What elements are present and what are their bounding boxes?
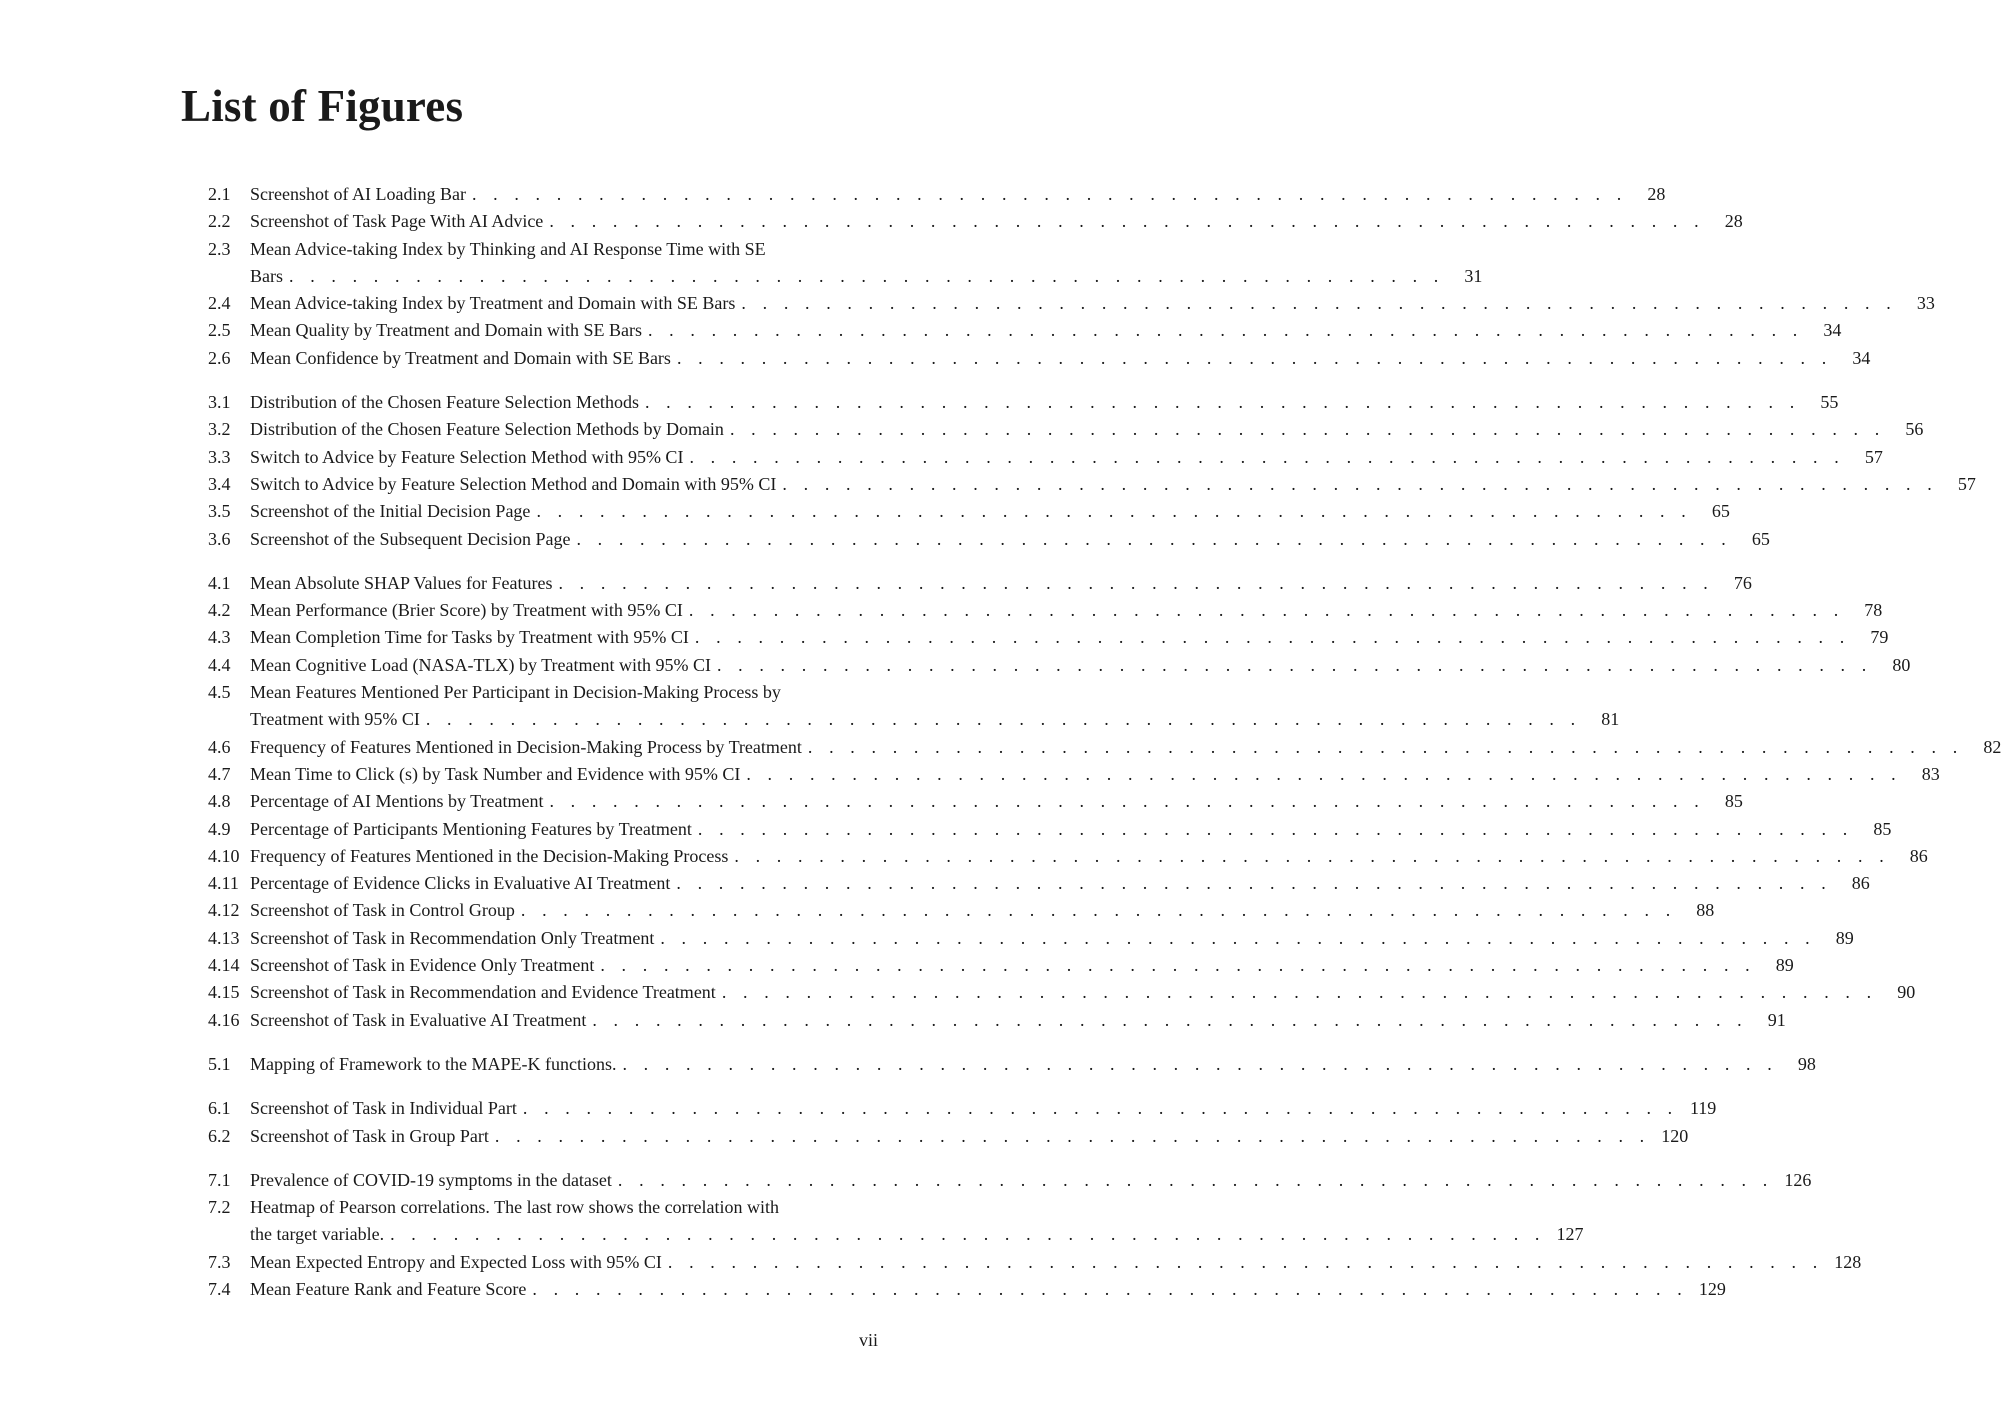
- dot-leader: [671, 345, 1832, 372]
- figure-entry[interactable]: [208, 788, 1743, 815]
- dot-leader: [526, 1276, 1687, 1303]
- figure-entry[interactable]: [208, 526, 1770, 553]
- dot-leader: [654, 925, 1815, 952]
- dot-leader: [517, 1095, 1678, 1122]
- figure-entry[interactable]: [208, 652, 1911, 679]
- figure-caption: Mean Performance (Brier Score) by Treatment with 95% CI: [250, 600, 683, 621]
- figure-caption: Bars: [250, 265, 283, 286]
- dot-leader: [776, 471, 1937, 498]
- figure-page-number: 88: [1696, 900, 1715, 921]
- figure-page-number: 65: [1751, 528, 1770, 549]
- dot-leader: [728, 843, 1889, 870]
- figure-number: 6.1: [208, 1098, 231, 1119]
- figure-number: 4.11: [208, 873, 239, 894]
- figure-number: 7.3: [208, 1251, 231, 1272]
- figure-number: 4.16: [208, 1009, 240, 1030]
- figure-number: 2.4: [208, 293, 231, 314]
- figure-number: 4.6: [208, 736, 231, 757]
- figure-number: 4.15: [208, 982, 240, 1003]
- figure-entry[interactable]: [208, 498, 1730, 525]
- figure-page-number: 28: [1724, 211, 1743, 232]
- figure-caption: Switch to Advice by Feature Selection Method with 95% CI: [250, 446, 684, 467]
- dot-leader: [740, 761, 1901, 788]
- figure-number: 6.2: [208, 1125, 231, 1146]
- list-of-figures: [208, 181, 2001, 1320]
- figure-page-number: 80: [1892, 654, 1911, 675]
- figure-page-number: 78: [1864, 600, 1883, 621]
- figure-number: 5.1: [208, 1053, 231, 1074]
- figure-page-number: 79: [1870, 627, 1889, 648]
- figure-page-number: 31: [1464, 265, 1483, 286]
- dot-leader: [802, 734, 1963, 761]
- figure-page-number: 89: [1835, 927, 1854, 948]
- figure-group: [208, 1051, 1816, 1078]
- figure-entry[interactable]: [208, 1249, 1862, 1276]
- figure-caption: Mean Cognitive Load (NASA-TLX) by Treatment with 95% CI: [250, 654, 711, 675]
- figure-entry[interactable]: [208, 925, 1854, 952]
- figure-page-number: 83: [1921, 763, 1940, 784]
- figure-page-number: 91: [1767, 1009, 1786, 1030]
- figure-caption: Heatmap of Pearson correlations. The last row shows the correlation with: [250, 1197, 780, 1218]
- figure-page-number: 34: [1852, 347, 1871, 368]
- figure-page-number: 65: [1711, 501, 1730, 522]
- dot-leader: [530, 498, 1691, 525]
- figure-page-number: 90: [1897, 982, 1916, 1003]
- figure-entry[interactable]: [208, 1095, 1717, 1122]
- figure-caption: Mean Feature Rank and Feature Score: [250, 1278, 527, 1299]
- figure-entry[interactable]: [208, 624, 1889, 651]
- figure-page-number: 129: [1698, 1278, 1726, 1299]
- figure-page-number: 89: [1775, 955, 1794, 976]
- figure-page-number: 86: [1851, 873, 1870, 894]
- figure-entry[interactable]: [208, 597, 1883, 624]
- figure-caption: the target variable.: [250, 1224, 385, 1245]
- figure-caption: Screenshot of Task Page With AI Advice: [250, 211, 544, 232]
- dot-leader: [586, 1007, 1747, 1034]
- dot-leader: [420, 706, 1581, 733]
- figure-number: 4.8: [208, 791, 231, 812]
- figure-entry[interactable]: [208, 444, 1883, 471]
- figure-caption: Screenshot of Task in Recommendation Only Treatment: [250, 927, 655, 948]
- dot-leader: [384, 1221, 1545, 1248]
- figure-page-number: 82: [1983, 736, 2001, 757]
- figure-caption: Mean Time to Click (s) by Task Number and Evidence with 95% CI: [250, 763, 741, 784]
- figure-number: 7.2: [208, 1197, 231, 1218]
- figure-caption: Distribution of the Chosen Feature Selection Methods by Domain: [250, 419, 724, 440]
- figure-number: 4.3: [208, 627, 231, 648]
- figure-number: 4.5: [208, 682, 231, 703]
- figure-page-number: 85: [1873, 818, 1892, 839]
- figure-caption: Screenshot of AI Loading Bar: [250, 184, 466, 204]
- page-title: List of Figures: [181, 81, 464, 131]
- dot-leader: [683, 444, 1844, 471]
- figure-entry[interactable]: [208, 290, 1935, 317]
- figure-caption: Screenshot of Task in Evidence Only Treatment: [250, 955, 595, 976]
- figure-number: 4.4: [208, 654, 231, 675]
- figure-number: 2.2: [208, 211, 231, 232]
- dot-leader: [466, 181, 1627, 208]
- dot-leader: [670, 870, 1831, 897]
- page-number: vii: [858, 1330, 878, 1350]
- figure-entry[interactable]: [208, 870, 1870, 897]
- dot-leader: [683, 597, 1844, 624]
- figure-page-number: 33: [1916, 293, 1935, 314]
- figure-entry[interactable]: [208, 208, 1743, 235]
- figure-caption: Mapping of Framework to the MAPE-K functions.: [250, 1053, 617, 1074]
- figure-number: 7.1: [208, 1169, 231, 1190]
- dot-leader: [489, 1123, 1650, 1150]
- figure-group: [208, 389, 1976, 553]
- figure-caption: Mean Quality by Treatment and Domain with SE Bars: [250, 320, 642, 341]
- figure-number: 3.2: [208, 419, 231, 440]
- dot-leader: [724, 416, 1885, 443]
- figure-number: 3.4: [208, 473, 231, 494]
- figure-caption: Mean Advice-taking Index by Thinking and AI Response Time with SE: [250, 238, 766, 259]
- figure-page-number: 120: [1661, 1125, 1689, 1146]
- figure-number: 7.4: [208, 1278, 231, 1299]
- figure-caption: Screenshot of Task in Control Group: [250, 900, 515, 921]
- figure-entry[interactable]: [208, 1167, 1812, 1194]
- dot-leader: [570, 526, 1731, 553]
- figure-page-number: 119: [1689, 1098, 1717, 1119]
- dot-leader: [543, 788, 1704, 815]
- figure-entry[interactable]: [208, 1194, 1584, 1249]
- figure-number: 4.1: [208, 572, 231, 593]
- figure-caption: Mean Expected Entropy and Expected Loss with 95% CI: [250, 1251, 662, 1272]
- figure-number: 2.1: [208, 184, 231, 204]
- figure-caption: Treatment with 95% CI: [250, 709, 420, 730]
- figure-caption: Screenshot of Task in Individual Part: [250, 1098, 517, 1119]
- figure-caption: Mean Completion Time for Tasks by Treatment with 95% CI: [250, 627, 689, 648]
- figure-page-number: 81: [1601, 709, 1620, 730]
- dot-leader: [692, 816, 1853, 843]
- figure-caption: Prevalence of COVID-19 symptoms in the dataset: [250, 1169, 612, 1190]
- figure-number: 2.5: [208, 320, 231, 341]
- dot-leader: [612, 1167, 1773, 1194]
- figure-caption: Percentage of AI Mentions by Treatment: [250, 791, 544, 812]
- figure-group: [208, 181, 1935, 372]
- figure-number: 2.3: [208, 238, 231, 259]
- figure-page-number: 34: [1823, 320, 1842, 341]
- figure-entry[interactable]: [208, 679, 1620, 734]
- figure-entry[interactable]: [208, 389, 1839, 416]
- figure-page-number: 57: [1957, 473, 1976, 494]
- figure-entry[interactable]: [208, 816, 1892, 843]
- figure-entry[interactable]: [208, 570, 1752, 597]
- figure-page-number: 28: [1647, 184, 1666, 204]
- figure-group: [208, 570, 2001, 1034]
- figure-number: 4.14: [208, 955, 240, 976]
- figure-caption: Screenshot of Task in Group Part: [250, 1125, 489, 1146]
- figure-entry[interactable]: [208, 1276, 1726, 1303]
- figure-caption: Screenshot of Task in Evaluative AI Treatment: [250, 1009, 587, 1030]
- figure-page-number: 128: [1834, 1251, 1862, 1272]
- figure-caption: Switch to Advice by Feature Selection Method and Domain with 95% CI: [250, 473, 777, 494]
- figure-entry[interactable]: [208, 952, 1794, 979]
- figure-caption: Mean Features Mentioned Per Participant in Decision-Making Process by: [250, 682, 781, 703]
- dot-leader: [543, 208, 1704, 235]
- figure-number: 3.3: [208, 446, 231, 467]
- figure-number: 4.12: [208, 900, 240, 921]
- figure-group: [208, 1095, 1717, 1150]
- dot-leader: [594, 952, 1755, 979]
- figure-entry[interactable]: [208, 345, 1871, 372]
- dot-leader: [515, 897, 1676, 924]
- dot-leader: [735, 290, 1896, 317]
- figure-page-number: 126: [1784, 1169, 1812, 1190]
- figure-number: 3.6: [208, 528, 231, 549]
- figure-entry[interactable]: [208, 897, 1715, 924]
- figure-caption: Mean Absolute SHAP Values for Features: [250, 572, 553, 593]
- figure-entry[interactable]: [208, 979, 1916, 1006]
- figure-page-number: 57: [1864, 446, 1883, 467]
- figure-page-number: 86: [1909, 845, 1928, 866]
- figure-number: 4.7: [208, 763, 231, 784]
- figure-entry[interactable]: [208, 761, 1940, 788]
- figure-page-number: 98: [1797, 1053, 1816, 1074]
- figure-entry[interactable]: [208, 734, 2001, 761]
- figure-number: 4.13: [208, 927, 240, 948]
- figure-page-number: 76: [1733, 572, 1752, 593]
- figure-caption: Frequency of Features Mentioned in Decision-Making Process by Treatment: [250, 736, 802, 757]
- figure-entry[interactable]: [208, 1123, 1689, 1150]
- figure-caption: Screenshot of the Subsequent Decision Page: [250, 528, 571, 549]
- figure-caption: Percentage of Evidence Clicks in Evaluative AI Treatment: [250, 873, 671, 894]
- dot-leader: [662, 1249, 1823, 1276]
- dot-leader: [283, 263, 1444, 290]
- figure-group: [208, 1167, 1862, 1303]
- dot-leader: [711, 652, 1872, 679]
- figure-entry[interactable]: [208, 236, 1483, 291]
- figure-caption: Mean Advice-taking Index by Treatment and Domain with SE Bars: [250, 293, 736, 314]
- figure-entry[interactable]: [208, 181, 1666, 208]
- figure-number: 4.10: [208, 845, 240, 866]
- figure-entry[interactable]: [208, 317, 1842, 344]
- figure-page-number: 56: [1905, 419, 1924, 440]
- figure-entry[interactable]: [208, 1051, 1816, 1078]
- figure-caption: Mean Confidence by Treatment and Domain with SE Bars: [250, 347, 671, 368]
- dot-leader: [639, 389, 1800, 416]
- dot-leader: [716, 979, 1877, 1006]
- dot-leader: [552, 570, 1713, 597]
- figure-caption: Distribution of the Chosen Feature Selection Methods: [250, 392, 639, 413]
- figure-page-number: 85: [1724, 791, 1743, 812]
- figure-caption: Screenshot of the Initial Decision Page: [250, 501, 531, 522]
- figure-number: 4.9: [208, 818, 231, 839]
- dot-leader: [642, 317, 1803, 344]
- dot-leader: [616, 1051, 1777, 1078]
- figure-number: 3.5: [208, 501, 231, 522]
- figure-number: 2.6: [208, 347, 231, 368]
- figure-number: 3.1: [208, 392, 231, 413]
- figure-entry[interactable]: [208, 1007, 1786, 1034]
- figure-number: 4.2: [208, 600, 231, 621]
- figure-caption: Percentage of Participants Mentioning Features by Treatment: [250, 818, 692, 839]
- figure-entry[interactable]: [208, 471, 1976, 498]
- figure-page-number: 55: [1820, 392, 1839, 413]
- figure-caption: Screenshot of Task in Recommendation and Evidence Treatment: [250, 982, 716, 1003]
- dot-leader: [689, 624, 1850, 651]
- figure-entry[interactable]: [208, 843, 1928, 870]
- figure-page-number: 127: [1556, 1224, 1584, 1245]
- figure-caption: Frequency of Features Mentioned in the Decision-Making Process: [250, 845, 729, 866]
- figure-entry[interactable]: [208, 416, 1924, 443]
